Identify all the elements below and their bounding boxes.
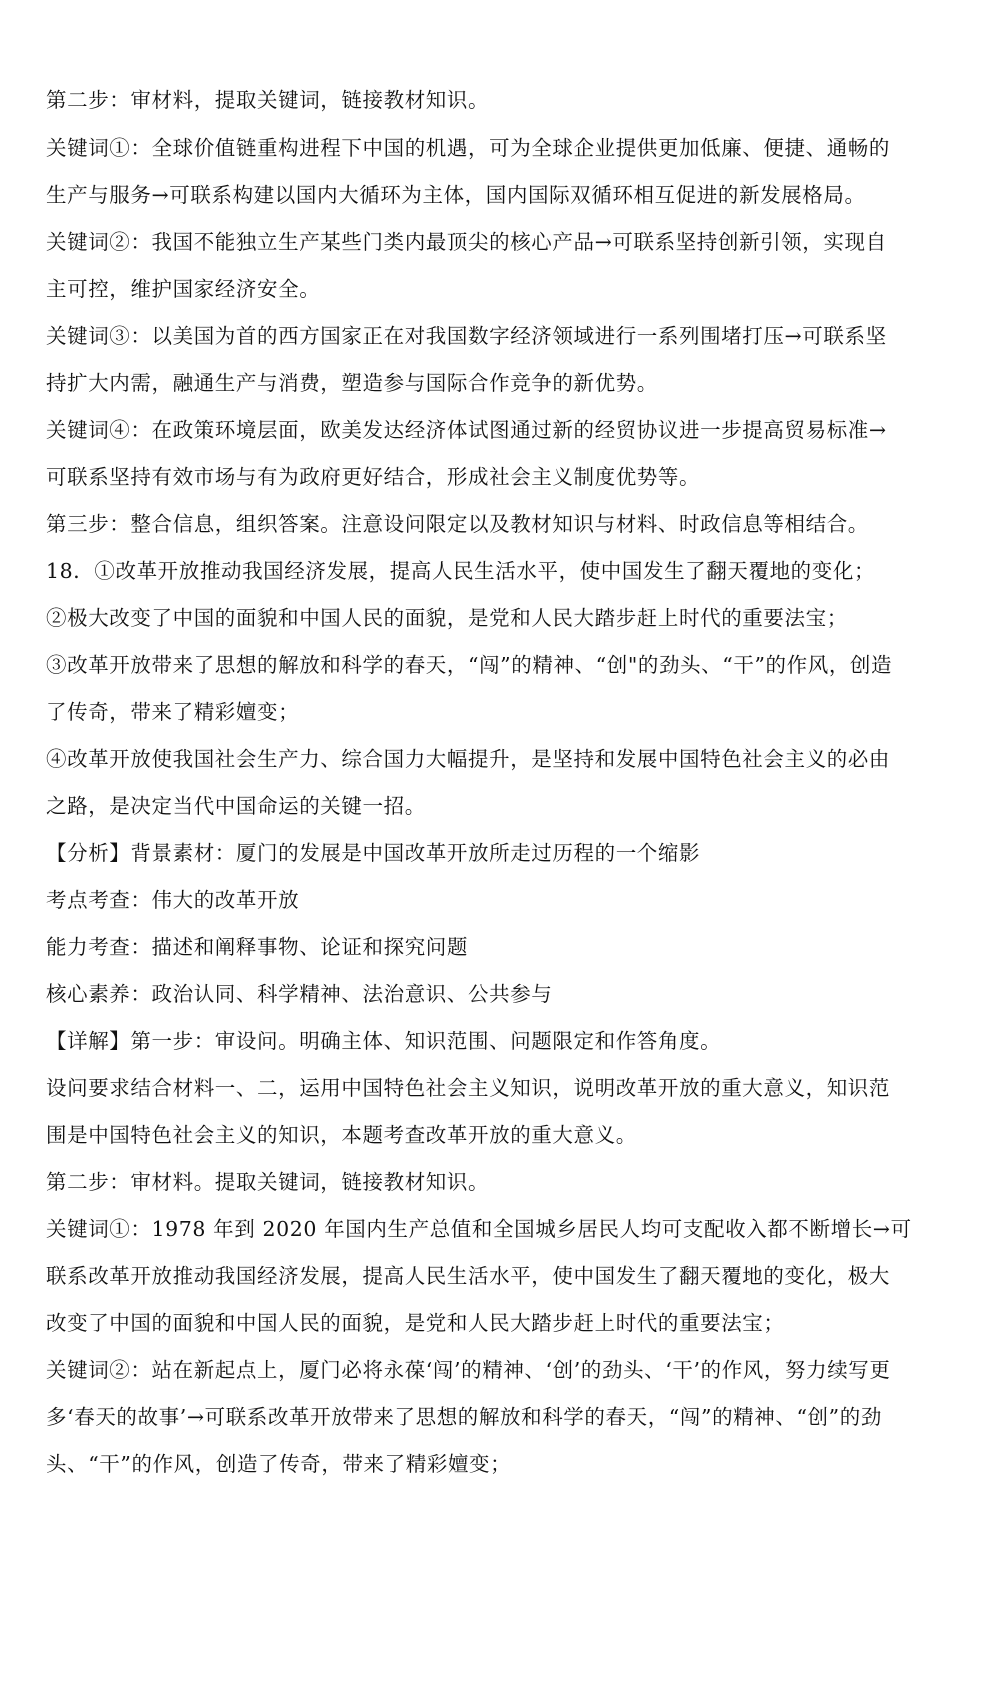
text-line: 第二步：审材料。提取关键词，链接教材知识。 [46,1170,490,1194]
text-line: 多‘春天的故事’→可联系改革开放带来了思想的解放和科学的春天，“闯”的精神、“创”的劲 [46,1405,882,1429]
text-line: 持扩大内需，融通生产与消费，塑造参与国际合作竞争的新优势。 [46,371,658,395]
text-line: 可联系坚持有效市场与有为政府更好结合，形成社会主义制度优势等。 [46,465,701,489]
text-line: 设问要求结合材料一、二，运用中国特色社会主义知识，说明改革开放的重大意义，知识范 [46,1076,890,1100]
text-line: 【详解】第一步：审设问。明确主体、知识范围、问题限定和作答角度。 [46,1029,722,1053]
text-line: 关键词③：以美国为首的西方国家正在对我国数字经济领域进行一系列围堵打压→可联系坚 [46,324,887,348]
text-line: 第三步：整合信息，组织答案。注意设问限定以及教材知识与材料、时政信息等相结合。 [46,512,869,536]
text-line: 主可控，维护国家经济安全。 [46,277,321,301]
text-line: 【分析】背景素材：厦门的发展是中国改革开放所走过历程的一个缩影 [46,841,701,865]
text-line: 考点考查：伟大的改革开放 [46,888,300,912]
text-line: 头、“干”的作风，创造了传奇，带来了精彩嬗变； [46,1452,512,1476]
text-line: 核心素养：政治认同、科学精神、法治意识、公共参与 [46,982,553,1006]
text-line: ④改革开放使我国社会生产力、综合国力大幅提升，是坚持和发展中国特色社会主义的必由 [46,747,890,771]
text-line: 能力考查：描述和阐释事物、论证和探究问题 [46,935,468,959]
text-line: 关键词②：站在新起点上，厦门必将永葆‘闯’的精神、‘创’的劲头、‘干’的作风，努力续写更 [46,1358,891,1382]
text-line: 关键词②：我国不能独立生产某些门类内最顶尖的核心产品→可联系坚持创新引领，实现自 [46,230,887,254]
text-line: 联系改革开放推动我国经济发展，提高人民生活水平，使中国发生了翻天覆地的变化，极大 [46,1264,890,1288]
text-line: 了传奇，带来了精彩嬗变； [46,700,300,724]
text-line: 生产与服务→可联系构建以国内大循环为主体，国内国际双循环相互促进的新发展格局。 [46,183,866,207]
text-line: ②极大改变了中国的面貌和中国人民的面貌，是党和人民大踏步赶上时代的重要法宝； [46,606,848,630]
text-line: 改变了中国的面貌和中国人民的面貌，是党和人民大踏步赶上时代的重要法宝； [46,1311,785,1335]
text-line: 关键词①：全球价值链重构进程下中国的机遇，可为全球企业提供更加低廉、便捷、通畅的 [46,136,890,160]
text-line: 18．①改革开放推动我国经济发展，提高人民生活水平，使中国发生了翻天覆地的变化； [46,559,876,583]
text-line: 第二步：审材料，提取关键词，链接教材知识。 [46,88,490,112]
text-line: 围是中国特色社会主义的知识，本题考查改革开放的重大意义。 [46,1123,637,1147]
text-line: ③改革开放带来了思想的解放和科学的春天，“闯”的精神、“创"的劲头、“干”的作风，创造 [46,653,893,677]
text-line: 之路，是决定当代中国命运的关键一招。 [46,794,426,818]
text-line: 关键词④：在政策环境层面，欧美发达经济体试图通过新的经贸协议进一步提高贸易标准→ [46,418,887,442]
text-line: 关键词①：1978 年到 2020 年国内生产总值和全国城乡居民人均可支配收入都不断增长→可 [46,1217,912,1241]
